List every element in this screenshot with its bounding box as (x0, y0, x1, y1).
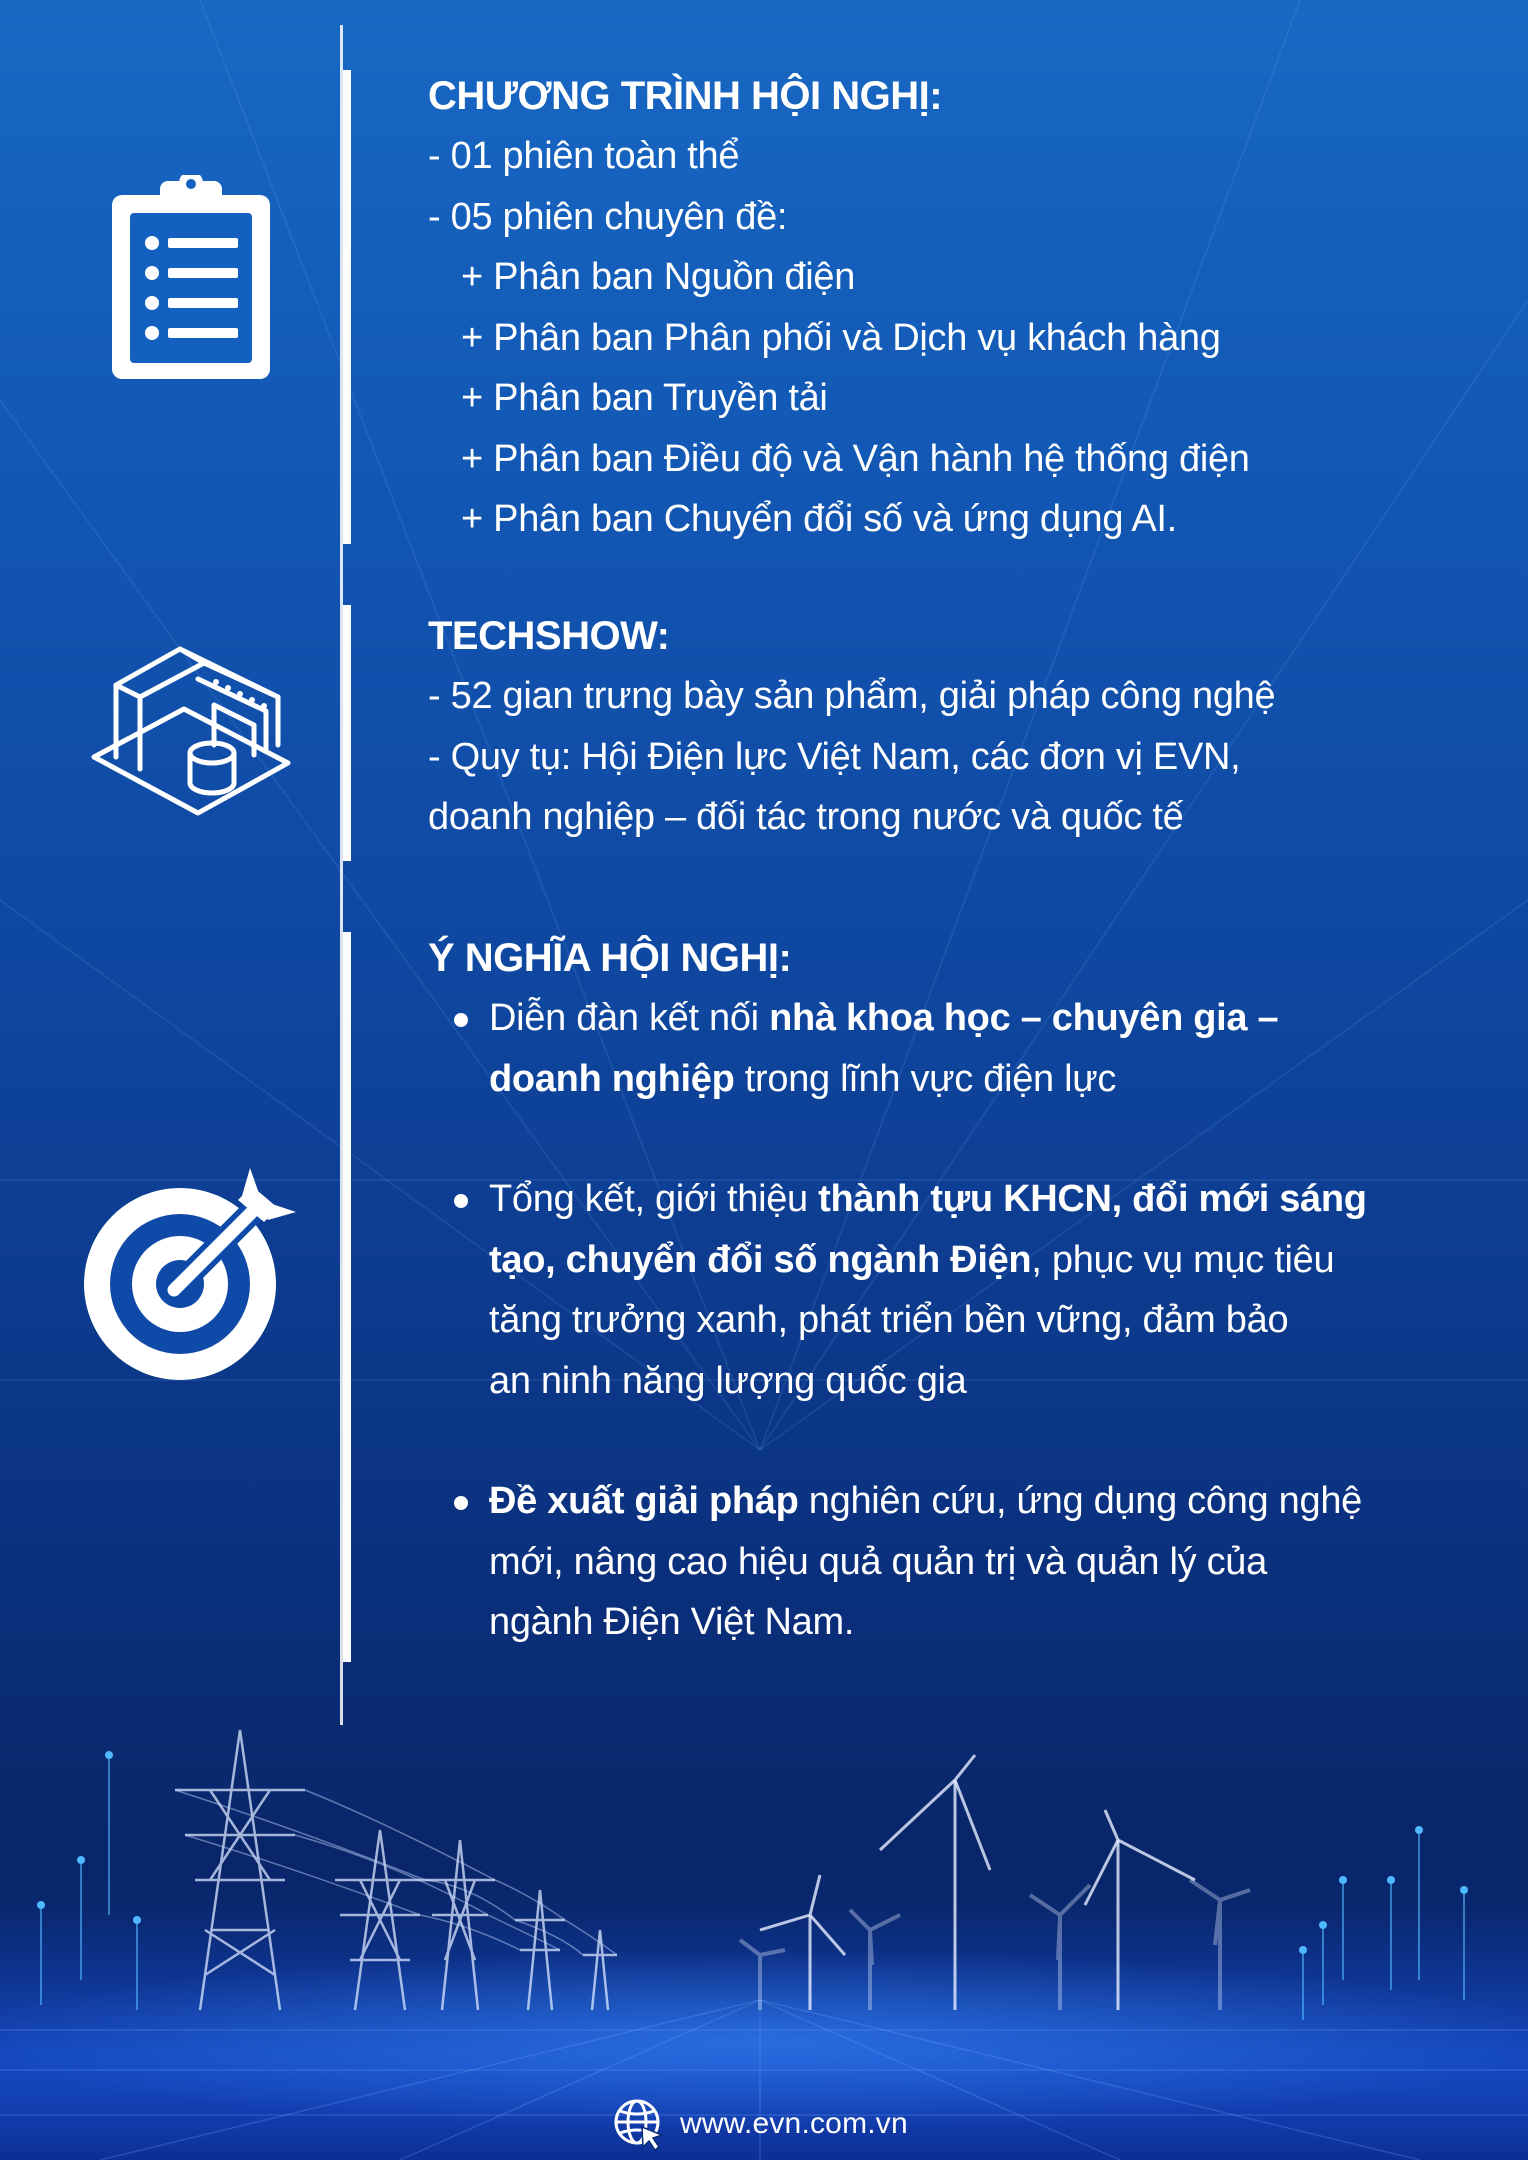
techshow-line: - 52 gian trưng bày sản phẩm, giải pháp công nghệ (428, 675, 1276, 717)
program-subitem: + Phân ban Điều độ và Vận hành hệ thống điện (461, 437, 1250, 480)
bullet-dot (454, 1194, 468, 1208)
program-subitem: + Phân ban Phân phối và Dịch vụ khách hàng (461, 316, 1221, 359)
globe-cursor-icon (612, 2097, 666, 2151)
program-line: - 05 phiên chuyên đề: (428, 195, 788, 238)
program-section (428, 66, 1428, 550)
section-bar-techshow (343, 605, 351, 861)
meaning-section (428, 928, 1428, 1653)
techshow-line: doanh nghiệp – đối tác trong nước và quốc tế (428, 796, 1184, 838)
bullet-dot (454, 1496, 468, 1510)
program-title: CHƯƠNG TRÌNH HỘI NGHỊ: (428, 74, 943, 118)
meaning-title: Ý NGHĨA HỘI NGHỊ: (428, 936, 792, 980)
techshow-title: TECHSHOW: (428, 614, 670, 658)
bullet-dot (454, 1013, 468, 1027)
meaning-bullet: Diễn đàn kết nối nhà khoa học – chuyên gia – doanh nghiệp trong lĩnh vực điện lực (428, 988, 1428, 1109)
program-subitem: + Phân ban Truyền tải (461, 377, 828, 419)
program-subitem: + Phân ban Nguồn điện (461, 256, 856, 298)
footer (612, 2095, 908, 2153)
clipboard-icon (108, 175, 274, 381)
section-bar-meaning (343, 932, 351, 1662)
exhibition-booth-icon (88, 645, 294, 817)
meaning-bullet: Tổng kết, giới thiệu thành tựu KHCN, đổi mới sáng tạo, chuyển đổi số ngành Điện, phục vụ mục tiêu tăng trưởng xanh, phát triển bền vững, đảm bảo an ninh năng lượng quốc gia (428, 1169, 1428, 1411)
techshow-line: - Quy tụ: Hội Điện lực Việt Nam, các đơn vị EVN, (428, 735, 1241, 778)
section-bar-program (343, 70, 351, 544)
program-line: - 01 phiên toàn thể (428, 135, 740, 177)
program-subitem: + Phân ban Chuyển đổi số và ứng dụng AI. (461, 498, 1177, 540)
target-arrow-icon (82, 1162, 300, 1382)
techshow-section (428, 606, 1428, 848)
website-link[interactable]: www.evn.com.vn (680, 2107, 908, 2140)
meaning-bullet: Đề xuất giải pháp nghiên cứu, ứng dụng công nghệ mới, nâng cao hiệu quả quản trị và quản lý của ngành Điện Việt Nam. (428, 1471, 1428, 1653)
